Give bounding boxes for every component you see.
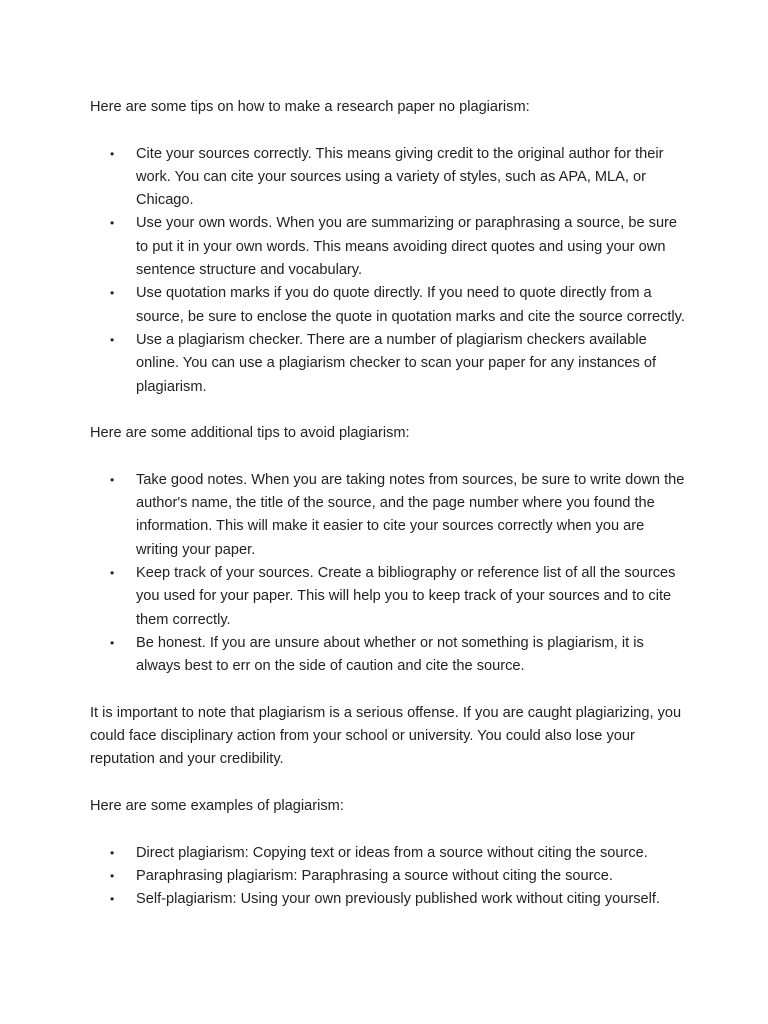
list-item-text: Use quotation marks if you do quote directly. If you need to quote directly from a source, be sure to enclose the quote in quotation marks and cite the source correctly. bbox=[136, 285, 685, 325]
bullet-icon: • bbox=[110, 845, 115, 860]
tips-list bbox=[90, 143, 690, 399]
bullet-icon: • bbox=[110, 565, 115, 580]
examples-intro: Here are some examples of plagiarism: bbox=[90, 797, 344, 814]
list-item bbox=[90, 888, 690, 911]
list-item-text: Use your own words. When you are summarizing or paraphrasing a source, be sure to put it in your own words. This means avoiding direct quotes and using your own sentence structure and vocabulary. bbox=[136, 215, 678, 279]
list-item-text: Self-plagiarism: Using your own previously published work without citing yourself. bbox=[136, 891, 660, 908]
list-item bbox=[90, 469, 690, 562]
list-item bbox=[90, 282, 690, 329]
list-item bbox=[90, 632, 690, 679]
list-item-text: Use a plagiarism checker. There are a number of plagiarism checkers available online. You can use a plagiarism checker to scan your paper for any instances of plagiarism. bbox=[136, 331, 657, 395]
bullet-icon: • bbox=[110, 286, 115, 301]
examples-list bbox=[90, 842, 690, 912]
additional-tips-list bbox=[90, 469, 690, 679]
bullet-icon: • bbox=[110, 892, 115, 907]
bullet-icon: • bbox=[110, 472, 115, 487]
list-item-text: Paraphrasing plagiarism: Paraphrasing a source without citing the source. bbox=[136, 867, 613, 884]
list-item-text: Cite your sources correctly. This means giving credit to the original author for their work. You can cite your sources using a variety of styles, such as APA, MLA, or Chicago. bbox=[136, 145, 664, 209]
spacer bbox=[90, 119, 690, 142]
list-item-text: Take good notes. When you are taking notes from sources, be sure to write down the author's name, the title of the source, and the page number where you found the information. This will make it easier to cite your sources correctly when you are writing your paper. bbox=[136, 471, 685, 558]
bullet-icon: • bbox=[110, 216, 115, 231]
additional-tips-intro: Here are some additional tips to avoid plagiarism: bbox=[90, 425, 410, 442]
list-item-text: Keep track of your sources. Create a bibliography or reference list of all the sources you used for your paper. This will help you to keep track of your sources and to cite them correctly. bbox=[136, 564, 676, 628]
spacer bbox=[90, 678, 690, 701]
list-item-text: Be honest. If you are unsure about whether or not something is plagiarism, it is always best to err on the side of caution and cite the source. bbox=[136, 634, 644, 675]
spacer bbox=[90, 399, 690, 422]
list-item bbox=[90, 143, 690, 213]
note-paragraph: It is important to note that plagiarism is a serious offense. If you are caught plagiarizing, you could face disciplinary action from your school or university. You could also lose your reputation and your credibility. bbox=[90, 704, 682, 768]
bullet-icon: • bbox=[110, 332, 115, 347]
spacer bbox=[90, 772, 690, 795]
list-item-text: Direct plagiarism: Copying text or ideas from a source without citing the source. bbox=[136, 844, 648, 861]
spacer bbox=[90, 818, 690, 841]
bullet-icon: • bbox=[110, 635, 115, 650]
list-item bbox=[90, 562, 690, 632]
list-item bbox=[90, 212, 690, 282]
bullet-icon: • bbox=[110, 146, 115, 161]
bullet-icon: • bbox=[110, 868, 115, 883]
document-page bbox=[90, 96, 690, 911]
list-item bbox=[90, 329, 690, 399]
spacer bbox=[90, 445, 690, 468]
list-item bbox=[90, 865, 690, 888]
list-item bbox=[90, 842, 690, 865]
intro-paragraph: Here are some tips on how to make a research paper no plagiarism: bbox=[90, 99, 530, 115]
